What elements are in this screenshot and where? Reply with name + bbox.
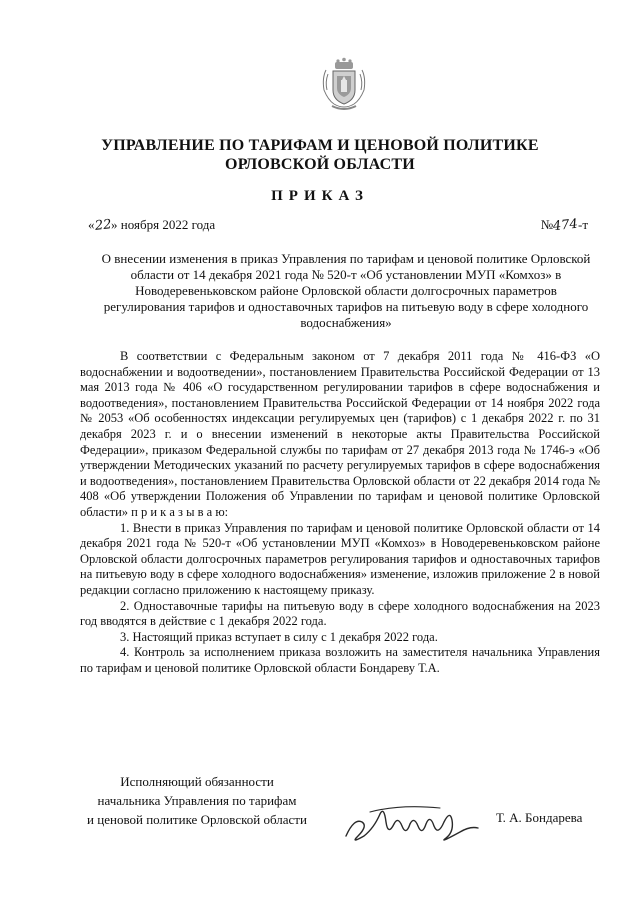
coat-of-arms-emblem-icon bbox=[318, 56, 370, 114]
handwritten-signature bbox=[340, 792, 490, 852]
order-number-suffix: -т bbox=[577, 217, 588, 232]
order-number-prefix: № bbox=[540, 217, 554, 232]
order-number bbox=[541, 217, 588, 233]
body-item-2: 2. Одноставочные тарифы на питьевую воду в сфере холодного водоснабжения на 2023 год вводятся в действие с 1 декабря 2022 года. bbox=[80, 598, 600, 629]
body-preamble: В соответствии с Федеральным законом от 7 декабря 2011 года № 416-ФЗ «О водоснабжении и водоотведении», постановлением Правительства Российской Федерации от 13 мая 2013 года № 406 «О государственном регулировании тарифов в сфере водоснабжения и водоотведения», постановлением Правительства Российской Федерации от 14 ноября 2022 года № 2053 «Об особенностях индексации регулируемых цен (тарифов) с 1 декабря 2022 г. по 31 декабря 2023 г. и о внесении изменений в некоторые акты Правительства Российской Федерации», приказом Федеральной службы по тарифам от 27 декабря 2013 года № 1746-э «Об утверждении Методических указаний по расчету регулируемых тарифов в сфере водоснабжения и водоотведения», постановлением Правительства Орловской области от 22 декабря 2014 года № 408 «Об утверждении Положения об Управлении по тарифам и ценовой политике Орловской области» п р и к а з ы в а ю: bbox=[80, 349, 600, 519]
order-number-handwritten: 474 bbox=[552, 216, 579, 235]
order-body bbox=[80, 349, 600, 676]
signer-position-line-1: Исполняющий обязанности bbox=[120, 774, 274, 789]
body-item-3: 3. Настоящий приказ вступает в силу с 1 декабря 2022 года. bbox=[120, 629, 438, 644]
signer-name: Т. А. Бондарева bbox=[496, 810, 583, 825]
signer-position-line-3: и ценовой политике Орловской области bbox=[87, 812, 307, 827]
signer-position-line-2: начальника Управления по тарифам bbox=[97, 793, 297, 808]
date-day-handwritten: 22 bbox=[93, 217, 112, 234]
body-item-1: 1. Внести в приказ Управления по тарифам и ценовой политике Орловской области от 14 декабря 2021 года № 520-т «Об установлении МУП «Комхоз» в Новодеревеньковском районе Орловской области долгосрочных параметров регулирования тарифов и одноставочных тарифов на питьевую воду в сфере холодного водоснабжения» изменение, изложив приложение 2 в новой редакции согласно приложению к настоящему приказу. bbox=[80, 520, 600, 597]
document-type-heading: ПРИКАЗ bbox=[271, 188, 369, 204]
organization-title bbox=[60, 136, 580, 174]
organization-title-line-1: УПРАВЛЕНИЕ ПО ТАРИФАМ И ЦЕНОВОЙ ПОЛИТИКЕ bbox=[101, 137, 539, 154]
order-date bbox=[88, 217, 215, 233]
body-item-4: 4. Контроль за исполнением приказа возложить на заместителя начальника Управления по тарифам и ценовой политике Орловской области Бондареву Т.А. bbox=[80, 645, 600, 675]
date-open-quote: « bbox=[88, 217, 95, 232]
date-month-year: » ноября 2022 года bbox=[111, 217, 216, 232]
order-subject: О внесении изменения в приказ Управления по тарифам и ценовой политике Орловской области от 14 декабря 2021 года № 520-т «Об установлении МУП «Комхоз» в Новодеревеньковском районе Орловской области долгосрочных параметров регулирования тарифов и одноставочных тарифов на питьевую воду в сфере холодного водоснабжения» bbox=[101, 251, 591, 330]
organization-title-line-2: ОРЛОВСКОЙ ОБЛАСТИ bbox=[225, 156, 415, 173]
signer-position bbox=[62, 772, 332, 829]
